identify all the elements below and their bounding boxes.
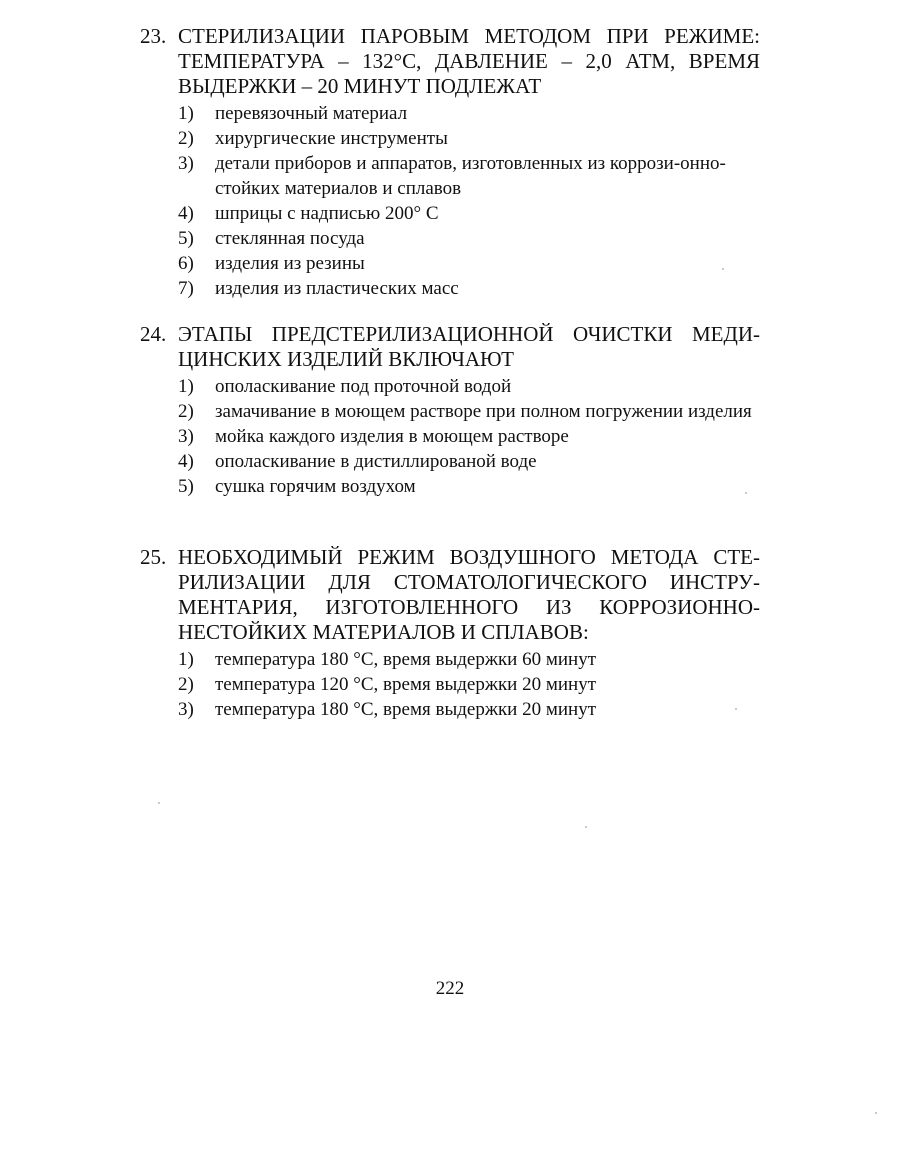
page-number: 222 [435, 978, 465, 999]
option-number: 1) [178, 376, 194, 397]
option-number: 4) [178, 203, 194, 224]
option-text: температура 180 °С, время выдержки 60 минут [215, 649, 597, 670]
option-text: шприцы с надписью 200° С [215, 203, 439, 224]
question-heading [140, 322, 760, 372]
scan-speck [585, 826, 587, 828]
option-number: 3) [178, 426, 194, 447]
question-number: 24. [140, 322, 167, 346]
option-number: 3) [178, 153, 194, 174]
option-text: мойка каждого изделия в моющем растворе [215, 426, 569, 447]
answer-option [140, 424, 760, 449]
option-text: детали приборов и аппаратов, изготовленных из коррози-онно-стойких материалов и сплавов [215, 153, 726, 199]
answer-option [140, 474, 760, 499]
option-number: 2) [178, 128, 194, 149]
option-number: 5) [178, 476, 194, 497]
option-number: 5) [178, 228, 194, 249]
option-number: 7) [178, 278, 194, 299]
question-text: ЭТАПЫ ПРЕДСТЕРИЛИЗАЦИОННОЙ ОЧИСТКИ МЕДИ-ЦИНСКИХ ИЗДЕЛИЙ ВКЛЮЧАЮТ [178, 322, 760, 371]
answer-option [140, 251, 760, 276]
option-number: 6) [178, 253, 194, 274]
answer-options [140, 647, 760, 722]
answer-option [140, 151, 760, 201]
scan-speck [875, 1112, 877, 1114]
option-text: температура 120 °С, время выдержки 20 минут [215, 674, 597, 695]
scan-speck [735, 708, 737, 710]
scan-speck [158, 802, 160, 804]
option-text: ополаскивание под проточной водой [215, 376, 512, 397]
option-text: сушка горячим воздухом [215, 476, 416, 497]
answer-option [140, 672, 760, 697]
question-25 [140, 545, 760, 722]
question-number: 23. [140, 24, 167, 48]
option-text: температура 180 °С, время выдержки 20 минут [215, 699, 597, 720]
option-text: замачивание в моющем растворе при полном погружении изделия [215, 401, 752, 422]
option-number: 1) [178, 649, 194, 670]
option-number: 2) [178, 401, 194, 422]
answer-option [140, 101, 760, 126]
option-text: перевязочный материал [215, 103, 408, 124]
option-number: 2) [178, 674, 194, 695]
option-number: 1) [178, 103, 194, 124]
answer-option [140, 647, 760, 672]
option-number: 4) [178, 451, 194, 472]
answer-option [140, 126, 760, 151]
answer-options [140, 374, 760, 499]
question-heading [140, 24, 760, 99]
option-text: стеклянная посуда [215, 228, 365, 249]
option-text: ополаскивание в дистиллированой воде [215, 451, 537, 472]
question-heading [140, 545, 760, 645]
question-24 [140, 322, 760, 499]
question-23 [140, 24, 760, 301]
answer-option [140, 276, 760, 301]
answer-option [140, 697, 760, 722]
answer-option [140, 201, 760, 226]
question-text: НЕОБХОДИМЫЙ РЕЖИМ ВОЗДУШНОГО МЕТОДА СТЕ-РИЛИЗАЦИИ ДЛЯ СТОМАТОЛОГИЧЕСКОГО ИНСТРУ-МЕНТАРИЯ, ИЗГОТОВЛЕННОГО ИЗ КОРРОЗИОННО-НЕСТОЙКИХ МАТЕРИАЛОВ И СПЛАВОВ: [178, 545, 760, 644]
answer-option [140, 226, 760, 251]
option-number: 3) [178, 699, 194, 720]
question-text: СТЕРИЛИЗАЦИИ ПАРОВЫМ МЕТОДОМ ПРИ РЕЖИМЕ: ТЕМПЕРАТУРА – 132°С, ДАВЛЕНИЕ – 2,0 АТМ, ВРЕМЯ ВЫДЕРЖКИ – 20 МИНУТ ПОДЛЕЖАТ [178, 24, 760, 98]
scan-speck [745, 492, 747, 494]
option-text: хирургические инструменты [215, 128, 448, 149]
scan-speck [722, 268, 724, 270]
option-text: изделия из резины [215, 253, 365, 274]
question-number: 25. [140, 545, 167, 569]
answer-option [140, 399, 760, 424]
answer-options [140, 101, 760, 301]
option-text: изделия из пластических масс [215, 278, 459, 299]
answer-option [140, 449, 760, 474]
answer-option [140, 374, 760, 399]
